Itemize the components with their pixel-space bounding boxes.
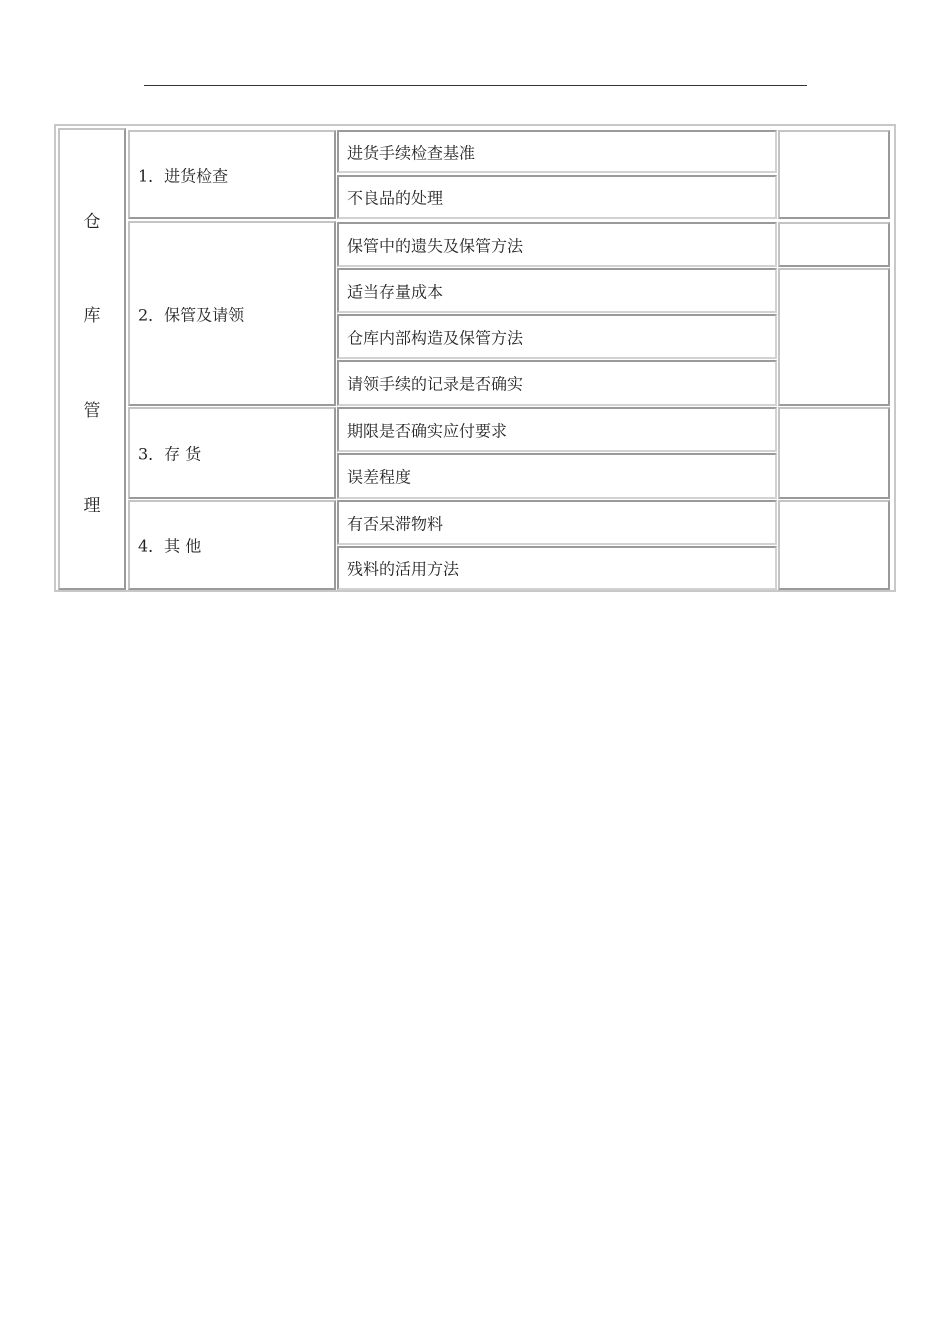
item-label: 不良品的处理 (347, 188, 444, 208)
remark-cell (778, 130, 890, 219)
item-cell (337, 360, 777, 406)
item-label: 有否呆滞物料 (347, 514, 444, 533)
item-label: 误差程度 (347, 467, 412, 487)
remark-cell (778, 222, 890, 267)
remark-cell (778, 407, 890, 499)
item-label: 进货手续检查基准 (347, 143, 476, 162)
main-category-char: 仓 (83, 212, 101, 232)
item-cell (337, 314, 777, 359)
item-label: 适当存量成本 (347, 282, 444, 301)
section-label: 3．存 货 (138, 444, 202, 464)
section-label: 4．其 他 (138, 536, 202, 556)
item-cell (337, 175, 777, 219)
section-label: 2．保管及请领 (138, 305, 245, 324)
item-label: 保管中的遗失及保管方法 (347, 236, 524, 255)
main-category-char: 管 (83, 401, 101, 421)
section-cell-2 (128, 221, 336, 406)
item-cell (337, 546, 777, 590)
section-label: 1．进货检查 (138, 166, 229, 185)
item-label: 残料的活用方法 (347, 559, 460, 579)
item-cell (337, 453, 777, 499)
item-label: 请领手续的记录是否确实 (347, 374, 524, 394)
item-cell (337, 130, 777, 173)
remark-cell (778, 268, 890, 406)
item-label: 期限是否确实应付要求 (347, 421, 508, 440)
section-cell-1 (128, 130, 336, 219)
remark-cell (778, 500, 890, 590)
item-label: 仓库内部构造及保管方法 (347, 328, 524, 347)
section-cell-3 (128, 407, 336, 499)
main-category-char: 库 (83, 306, 101, 326)
main-category-char: 理 (83, 496, 101, 516)
item-cell (337, 222, 777, 267)
header-rule (144, 85, 807, 86)
item-cell (337, 407, 777, 452)
section-cell-4 (128, 500, 336, 590)
item-cell (337, 268, 777, 313)
warehouse-management-table (54, 124, 896, 592)
main-category-cell (58, 128, 126, 590)
item-cell (337, 500, 777, 545)
